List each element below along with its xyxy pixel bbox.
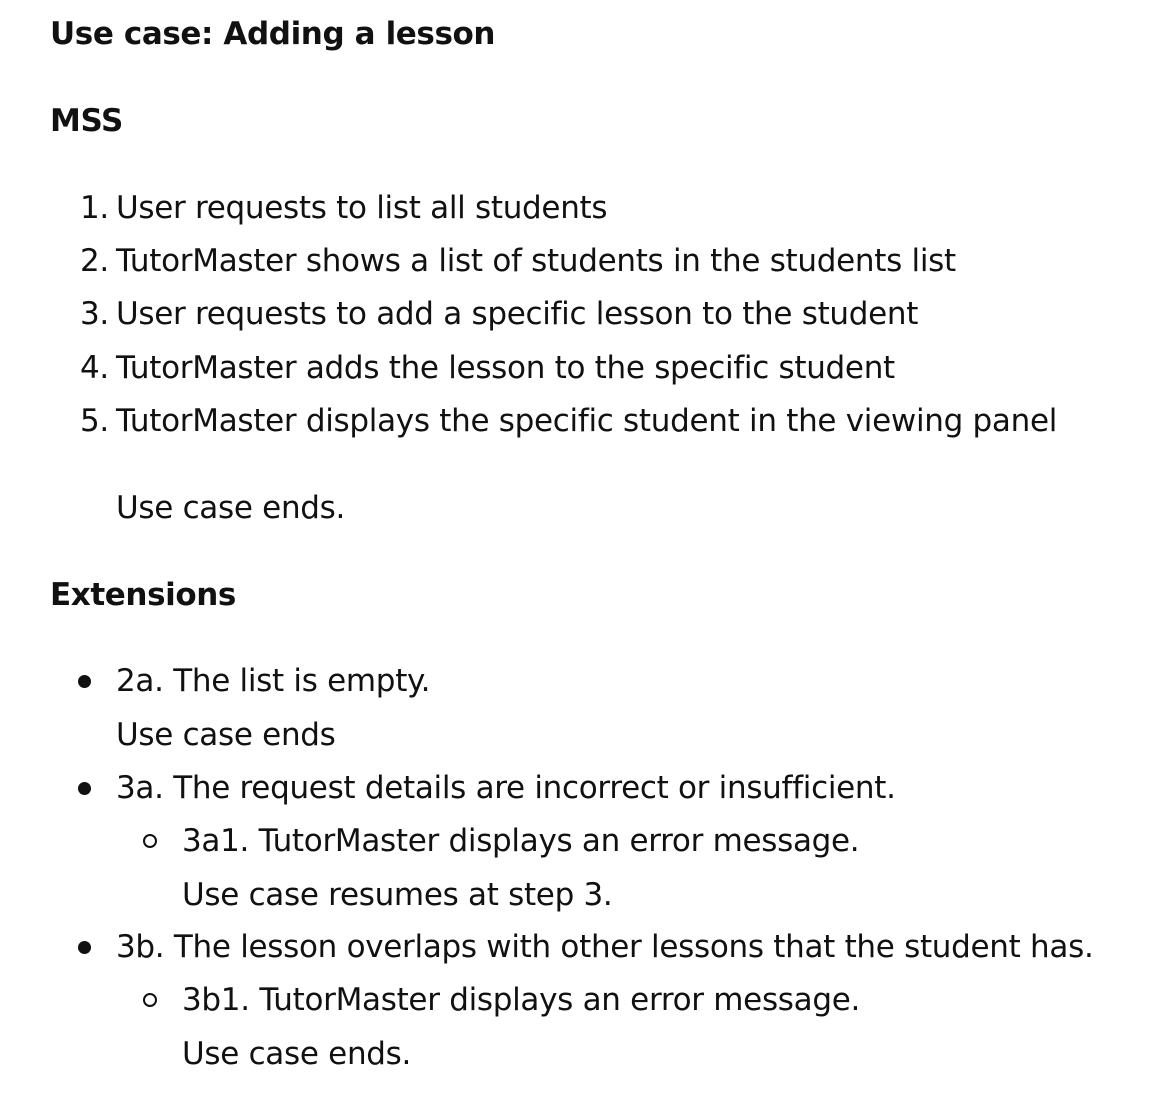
mss-heading: MSS [50,103,123,139]
extension-sub-note: Use case ends. [182,1036,412,1072]
extension-text: 2a. The list is empty. [116,663,431,699]
bullet-disc-icon [78,782,91,795]
extension-sub-text: 3b1. TutorMaster displays an error message. [182,982,861,1018]
bullet-circle-icon [143,834,157,848]
bullet-disc-icon [78,941,91,954]
extension-text: 3a. The request details are incorrect or insufficient. [116,770,896,806]
mss-step-number: 3. [80,296,109,332]
mss-step-number: 1. [80,190,109,226]
mss-step-text: TutorMaster adds the lesson to the specific student [116,350,895,386]
extension-note: Use case ends [116,717,336,753]
mss-step-text: User requests to add a specific lesson to the student [116,296,919,332]
mss-step-number: 4. [80,350,109,386]
extension-text: 3b. The lesson overlaps with other lessons that the student has. [116,929,1094,965]
extensions-heading: Extensions [50,577,236,613]
extension-sub-text: 3a1. TutorMaster displays an error message. [182,823,860,859]
mss-step-text: TutorMaster displays the specific student in the viewing panel [116,403,1058,439]
bullet-disc-icon [78,675,91,688]
extension-sub-note: Use case resumes at step 3. [182,877,613,913]
mss-step-text: User requests to list all students [116,190,608,226]
mss-step-number: 5. [80,403,109,439]
mss-step-number: 2. [80,243,109,279]
mss-step-text: TutorMaster shows a list of students in the students list [116,243,956,279]
bullet-circle-icon [143,993,157,1007]
mss-ending: Use case ends. [116,490,346,526]
use-case-title: Use case: Adding a lesson [50,16,496,52]
